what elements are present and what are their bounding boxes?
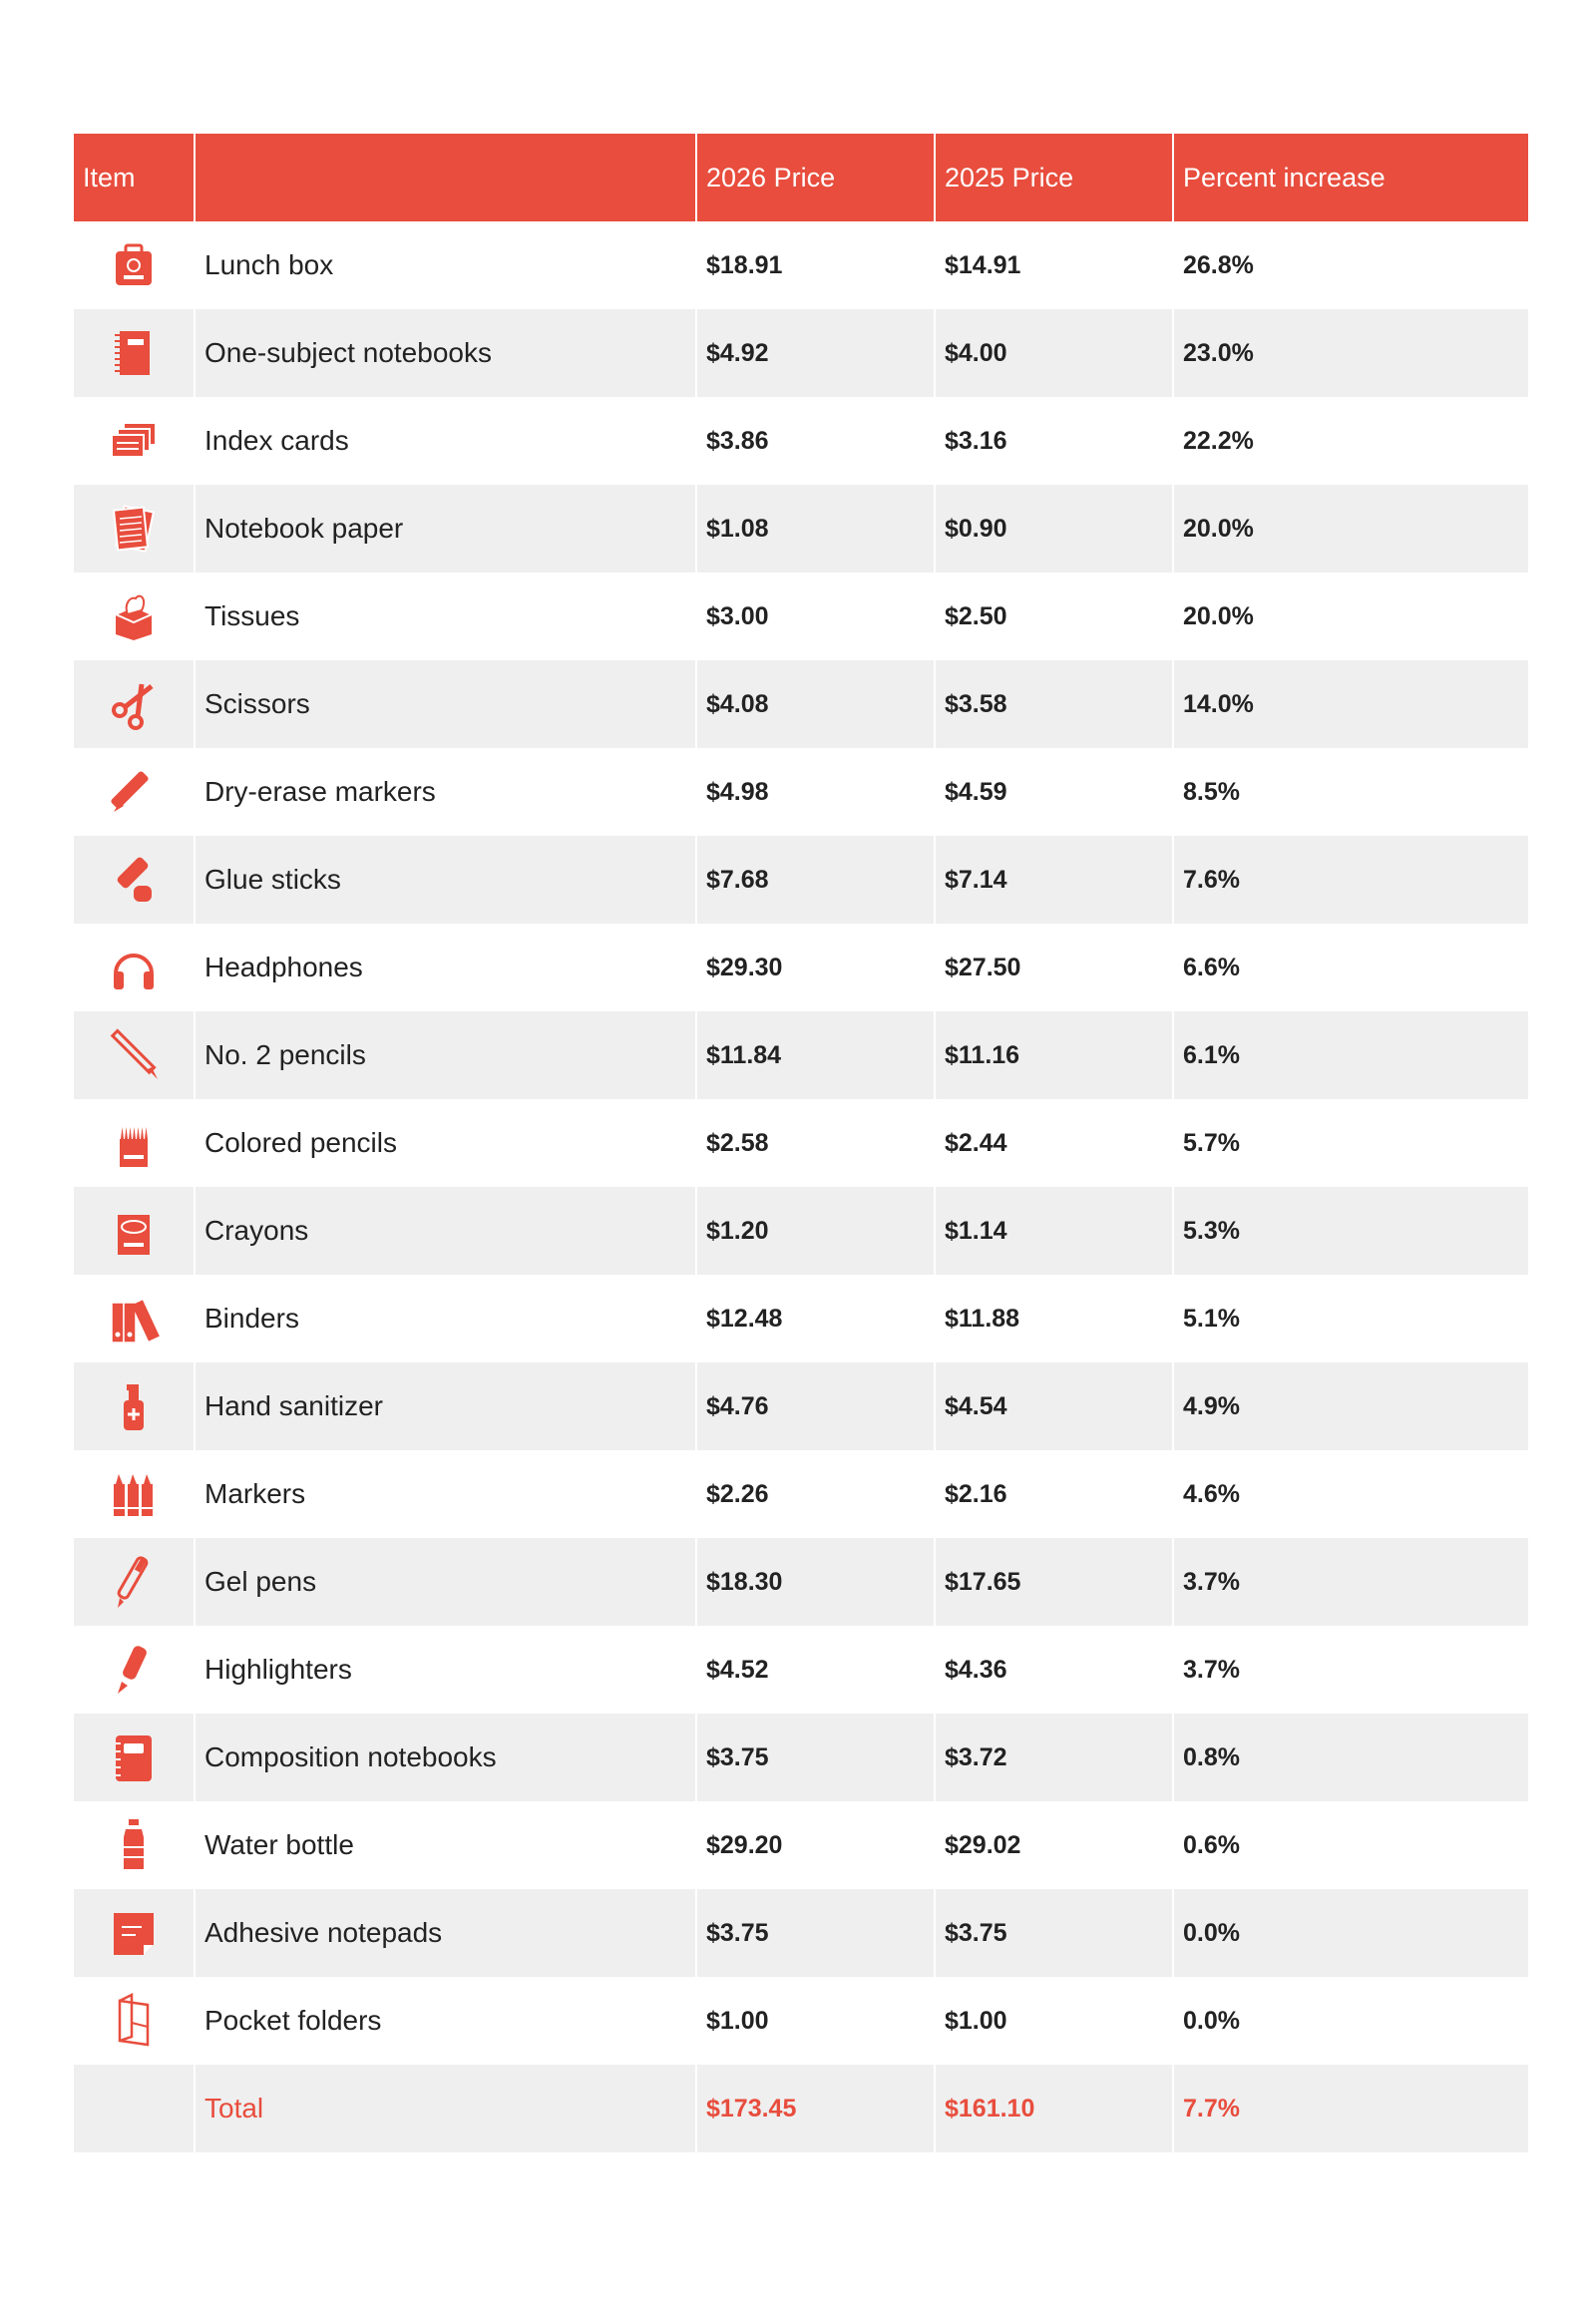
price-2025: $27.50 <box>936 924 1174 1011</box>
percent-increase: 5.7% <box>1183 1128 1240 1157</box>
header-percent: Percent increase <box>1183 162 1386 192</box>
percent-increase: 20.0% <box>1183 601 1254 630</box>
item-icon-cell <box>74 748 196 836</box>
percent-increase: 4.9% <box>1183 1391 1240 1420</box>
crayons-icon <box>106 1203 162 1259</box>
table-row <box>74 748 1528 836</box>
percent-increase: 7.6% <box>1183 865 1240 894</box>
price-2025: $4.00 <box>936 309 1174 397</box>
notebook-icon <box>106 325 162 381</box>
item-icon-cell <box>74 221 196 309</box>
price-2025: $1.14 <box>936 1187 1174 1275</box>
total-percent: 7.7% <box>1183 2094 1240 2122</box>
percent-increase: 0.8% <box>1183 1742 1240 1771</box>
composition-notebook-icon <box>106 1730 162 1785</box>
price-2026: $18.30 <box>697 1538 936 1626</box>
water-bottle-icon <box>106 1817 162 1873</box>
table-row <box>74 309 1528 397</box>
item-name: No. 2 pencils <box>196 1011 697 1099</box>
lunch-box-icon <box>106 237 162 293</box>
price-2026: $29.20 <box>697 1801 936 1889</box>
price-2025: $1.00 <box>936 1977 1174 2065</box>
item-icon-cell <box>74 485 196 573</box>
price-2026: $2.26 <box>697 1450 936 1538</box>
table-header <box>74 134 1528 221</box>
item-name: Tissues <box>196 573 697 660</box>
percent-increase: 0.6% <box>1183 1830 1240 1859</box>
item-name: Binders <box>196 1275 697 1362</box>
price-2026: $1.00 <box>697 1977 936 2065</box>
item-icon-cell <box>74 1011 196 1099</box>
table-row <box>74 924 1528 1011</box>
price-2026: $3.00 <box>697 573 936 660</box>
index-cards-icon <box>106 413 162 469</box>
table-row <box>74 485 1528 573</box>
item-name: Headphones <box>196 924 697 1011</box>
marker-icon <box>106 764 162 820</box>
table-row <box>74 1099 1528 1187</box>
price-table <box>74 134 1528 2152</box>
notebook-paper-icon <box>106 501 162 557</box>
header-item: Item <box>74 134 196 221</box>
item-icon-cell <box>74 1450 196 1538</box>
item-icon-cell <box>74 1538 196 1626</box>
binders-icon <box>106 1291 162 1347</box>
item-name: Glue sticks <box>196 836 697 924</box>
scissors-icon <box>106 676 162 732</box>
price-2025: $4.59 <box>936 748 1174 836</box>
percent-increase: 3.7% <box>1183 1655 1240 1684</box>
item-name: Hand sanitizer <box>196 1362 697 1450</box>
table-row <box>74 1362 1528 1450</box>
table-row <box>74 1626 1528 1714</box>
price-2026: $4.98 <box>697 748 936 836</box>
item-icon-cell <box>74 1626 196 1714</box>
price-2025: $3.75 <box>936 1889 1174 1977</box>
item-name: Index cards <box>196 397 697 485</box>
item-icon-cell <box>74 1889 196 1977</box>
pocket-folder-icon <box>106 1993 162 2049</box>
item-icon-cell <box>74 1362 196 1450</box>
percent-increase: 22.2% <box>1183 426 1254 455</box>
item-name: One-subject notebooks <box>196 309 697 397</box>
table-row <box>74 660 1528 748</box>
price-2026: $29.30 <box>697 924 936 1011</box>
item-icon-cell <box>74 1977 196 2065</box>
table-row <box>74 1187 1528 1275</box>
item-icon-cell <box>74 309 196 397</box>
item-name: Composition notebooks <box>196 1714 697 1801</box>
percent-increase: 5.1% <box>1183 1304 1240 1333</box>
price-2025: $2.16 <box>936 1450 1174 1538</box>
price-2025: $2.50 <box>936 573 1174 660</box>
header-price-2026: 2026 Price <box>697 134 936 221</box>
item-name: Dry-erase markers <box>196 748 697 836</box>
price-2026: $3.75 <box>697 1889 936 1977</box>
table-row <box>74 1275 1528 1362</box>
header-price-2025: 2025 Price <box>936 134 1174 221</box>
item-name: Markers <box>196 1450 697 1538</box>
hand-sanitizer-icon <box>106 1378 162 1434</box>
percent-increase: 6.1% <box>1183 1040 1240 1069</box>
colored-pencils-icon <box>106 1115 162 1171</box>
adhesive-notepad-icon <box>106 1905 162 1961</box>
price-2026: $7.68 <box>697 836 936 924</box>
price-2025: $4.36 <box>936 1626 1174 1714</box>
percent-increase: 6.6% <box>1183 953 1240 981</box>
price-2026: $3.86 <box>697 397 936 485</box>
markers-icon <box>106 1466 162 1522</box>
highlighter-icon <box>106 1642 162 1698</box>
table-row <box>74 1801 1528 1889</box>
item-icon-cell <box>74 1275 196 1362</box>
item-name: Adhesive notepads <box>196 1889 697 1977</box>
table-row <box>74 1011 1528 1099</box>
percent-increase: 20.0% <box>1183 514 1254 543</box>
price-2025: $0.90 <box>936 485 1174 573</box>
table-row <box>74 397 1528 485</box>
price-2026: $4.76 <box>697 1362 936 1450</box>
price-2026: $18.91 <box>697 221 936 309</box>
percent-increase: 3.7% <box>1183 1567 1240 1596</box>
price-2026: $2.58 <box>697 1099 936 1187</box>
table-row <box>74 1714 1528 1801</box>
price-2025: $2.44 <box>936 1099 1174 1187</box>
glue-stick-icon <box>106 852 162 908</box>
price-2025: $3.16 <box>936 397 1174 485</box>
table-row <box>74 1538 1528 1626</box>
total-price-2025: $161.10 <box>936 2065 1174 2152</box>
header-name <box>196 134 697 221</box>
percent-increase: 26.8% <box>1183 250 1254 279</box>
item-name: Highlighters <box>196 1626 697 1714</box>
item-icon-cell <box>74 1099 196 1187</box>
price-2026: $11.84 <box>697 1011 936 1099</box>
total-icon-cell <box>74 2065 196 2152</box>
percent-increase: 8.5% <box>1183 777 1240 806</box>
percent-increase: 23.0% <box>1183 338 1254 367</box>
price-2026: $4.08 <box>697 660 936 748</box>
item-name: Water bottle <box>196 1801 697 1889</box>
price-2025: $29.02 <box>936 1801 1174 1889</box>
price-2025: $3.58 <box>936 660 1174 748</box>
total-price-2026: $173.45 <box>697 2065 936 2152</box>
table-row <box>74 221 1528 309</box>
price-2026: $1.20 <box>697 1187 936 1275</box>
pencil-icon <box>106 1027 162 1083</box>
price-2026: $12.48 <box>697 1275 936 1362</box>
table-body <box>74 221 1528 2065</box>
table-row <box>74 1977 1528 2065</box>
percent-increase: 0.0% <box>1183 2006 1240 2035</box>
price-2025: $11.16 <box>936 1011 1174 1099</box>
headphones-icon <box>106 940 162 995</box>
table-row <box>74 836 1528 924</box>
percent-increase: 5.3% <box>1183 1216 1240 1245</box>
percent-increase: 14.0% <box>1183 689 1254 718</box>
table-row <box>74 573 1528 660</box>
total-label: Total <box>196 2065 697 2152</box>
item-name: Lunch box <box>196 221 697 309</box>
total-row <box>74 2065 1528 2152</box>
item-icon-cell <box>74 573 196 660</box>
item-name: Gel pens <box>196 1538 697 1626</box>
gel-pen-icon <box>106 1554 162 1610</box>
item-name: Crayons <box>196 1187 697 1275</box>
price-2025: $3.72 <box>936 1714 1174 1801</box>
percent-increase: 0.0% <box>1183 1918 1240 1947</box>
item-name: Pocket folders <box>196 1977 697 2065</box>
price-2026: $3.75 <box>697 1714 936 1801</box>
item-icon-cell <box>74 1801 196 1889</box>
item-icon-cell <box>74 397 196 485</box>
percent-increase: 4.6% <box>1183 1479 1240 1508</box>
item-name: Notebook paper <box>196 485 697 573</box>
item-icon-cell <box>74 660 196 748</box>
item-icon-cell <box>74 1187 196 1275</box>
item-name: Scissors <box>196 660 697 748</box>
price-2025: $7.14 <box>936 836 1174 924</box>
price-2025: $4.54 <box>936 1362 1174 1450</box>
price-2025: $14.91 <box>936 221 1174 309</box>
item-icon-cell <box>74 836 196 924</box>
item-icon-cell <box>74 924 196 1011</box>
price-2025: $11.88 <box>936 1275 1174 1362</box>
item-icon-cell <box>74 1714 196 1801</box>
table-row <box>74 1450 1528 1538</box>
tissues-icon <box>106 588 162 644</box>
price-2026: $1.08 <box>697 485 936 573</box>
price-2025: $17.65 <box>936 1538 1174 1626</box>
price-2026: $4.92 <box>697 309 936 397</box>
table-row <box>74 1889 1528 1977</box>
item-name: Colored pencils <box>196 1099 697 1187</box>
price-2026: $4.52 <box>697 1626 936 1714</box>
